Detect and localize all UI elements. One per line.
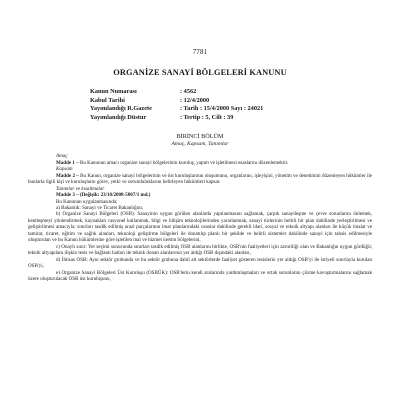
- meta-value: : Tertip : 5, Cilt : 39: [180, 113, 234, 121]
- page-number: 7781: [192, 48, 208, 56]
- article-text: Bu Kanunun amacı organize sanayi bölgelerinin kuruluş, yapım ve işletilmesi esaslarını düzenlemektir.: [78, 159, 289, 166]
- heading-tanimlar: Tanımlar ve kısaltmalar: [56, 185, 105, 192]
- law-title: ORGANİZE SANAYİ BÖLGELERİ KANUNU: [113, 68, 287, 77]
- heading-kapsam: Kapsam: [56, 166, 73, 173]
- meta-row-dustur: [90, 114, 372, 123]
- article-3-intro: Bu Kanunun uygulanmasında;: [56, 198, 118, 205]
- article-text: Bu Kanun, organize sanayi bölgelerinin ve üst kuruluşlarının oluşumunu, organlarını, işleyişini, yönetim ve denetimini düzenleyen hükümler ile bunlarla ilgili kişi ve kuruluşların görev, yetki ve sorumluluklarını belirleyen hükümleri kapsar.: [28, 172, 372, 186]
- section-heading: [28, 133, 372, 148]
- article-2: [28, 173, 372, 186]
- heading-amac: Amaç: [56, 153, 68, 160]
- meta-row-law-number: [90, 88, 372, 97]
- law-metadata: [90, 88, 372, 122]
- meta-value: : Tarih : 15/4/2000 Sayı : 24021: [180, 105, 264, 113]
- article-label: Madde 2 –: [56, 172, 79, 179]
- meta-label: Yayımlandığı R.Gazete: [90, 105, 152, 113]
- meta-label: Kabul Tarihi: [90, 96, 125, 104]
- meta-label: Kanun Numarası: [90, 88, 137, 95]
- meta-value: : 12/4/2000: [180, 96, 210, 104]
- definition-e: e) Organize Sanayi Bölgeleri Üst Kuruluşu (OSBÜK): OSB'lerin kendi aralarında yardımlaşmaları ve ortak sorunlarını çözme kavuşturmalarını sağlamak üzere oluşturulacak OSB üst kuruluşunu,: [28, 269, 372, 282]
- definition-a: a) Bakanlık: Sanayi ve Ticaret Bakanlığını,: [56, 205, 144, 211]
- definition-d: d) İhtisas OSB: Aynı sektör grubunda ve bu sektör grubuna dahil alt sektörlerde faaliyet gösteren tesislerin yer aldığı OSB'yi ile istiyeli sınırlayla kurulan OSB'yi,: [28, 256, 372, 270]
- meta-label: Yayımlandığı Düstur: [90, 113, 147, 121]
- definition-b: b) Organize Sanayi Bölgeleri (OSB): Sanayinin uygun görülen alanlarda yapılanmasını sağlamak, çarpık sanayileşme ve çevre sorunlarını önlemek, kentleşmeyi yönlendirmek, kaynakları rasyonel kullanmak, bilgi ve bilişim teknolojilerinden yararlanmak, sanayi türlerinin belirli bir plan dahilinde yerleştirilmesi ve geliştirilmesi amacıyla; sınırları tasdik edilmiş arazi parçalarının imar planlarındaki oranlar dahilinde gerekli idari, sosyal ve teknik altyapı alanları ile küçük imalat ve tamirat, ticaret, eğitim ve sağlık alanları, teknoloji geliştirme bölgeleri ile donatılıp planlı bir şekilde ve belirli sistemler dahilinde sanayi için tahsis edilmesiyle oluşturulan ve bu Kanun hükümlerine göre işletilen mal ve hizmet üretim bölgelerini,: [28, 211, 372, 244]
- definition-c: c) Onaylı sınır: Yer seçimi sonucunda sınırları tasdik edilmiş OSB alanlarını birlikte, OSB'nin faaliyetleri için zaruriliği olan ve Bakanlığın uygun gördüğü; teknik altyapılara ilişkin tesis ve bağlantı hatları ile teknik donatı alanlarının yer aldığı OSB dışındaki alanları,: [28, 243, 372, 257]
- document-body: [28, 153, 372, 282]
- article-label: Madde 1 –: [56, 159, 79, 166]
- article-3-label: Madde 3 – (Değişik: 23/10/2008-5807/1 md.): [56, 192, 151, 199]
- meta-value: : 4562: [180, 88, 197, 95]
- meta-row-acceptance-date: [90, 97, 372, 106]
- section-title: BİRİNCİ BÖLÜM: [176, 133, 224, 141]
- section-subtitle: Amaç, Kapsam, Tanımlar: [171, 140, 229, 147]
- meta-row-official-gazette: [90, 105, 372, 114]
